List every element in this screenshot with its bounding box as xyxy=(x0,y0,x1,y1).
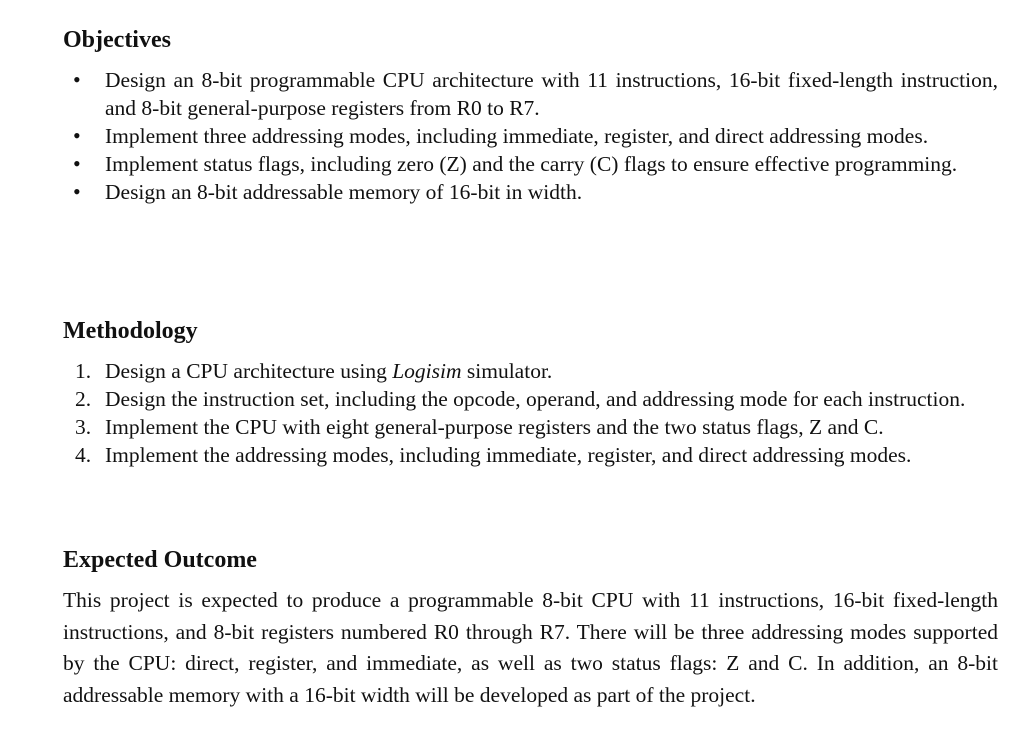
bullet-icon: • xyxy=(73,179,81,204)
step-number: 2. xyxy=(75,387,92,411)
bullet-icon: • xyxy=(73,67,81,92)
bullet-icon: • xyxy=(73,151,81,176)
list-item xyxy=(63,413,998,441)
objectives-section xyxy=(63,25,998,206)
bullet-icon: • xyxy=(73,123,81,148)
methodology-heading: Methodology xyxy=(63,318,198,344)
software-name: Logisim xyxy=(392,359,462,383)
list-item xyxy=(63,441,998,469)
expected-outcome-section xyxy=(63,545,998,711)
objective-text: Design an 8-bit addressable memory of 16-bit in width. xyxy=(105,180,583,204)
objectives-heading: Objectives xyxy=(63,27,171,53)
step-number: 4. xyxy=(75,443,92,467)
methodology-section xyxy=(63,316,998,469)
expected-outcome-heading: Expected Outcome xyxy=(63,547,257,573)
list-item xyxy=(63,385,998,413)
objective-text: Design an 8-bit programmable CPU architecture with 11 instructions, 16-bit fixed-length instruction, and 8-bit general-purpose registers from R0 to R7. xyxy=(105,68,998,120)
list-item xyxy=(63,150,998,178)
list-item xyxy=(63,66,998,122)
step-number: 3. xyxy=(75,415,92,439)
list-item xyxy=(63,178,998,206)
step-number: 1. xyxy=(75,359,92,383)
objectives-list xyxy=(63,66,998,206)
step-text: Implement the addressing modes, including immediate, register, and direct addressing modes. xyxy=(105,443,912,467)
list-item xyxy=(63,357,998,385)
step-text: Implement the CPU with eight general-purpose registers and the two status flags, Z and C. xyxy=(105,415,884,439)
step-text: Design a CPU architecture using xyxy=(105,359,393,383)
step-text: Design the instruction set, including the opcode, operand, and addressing mode for each instruction. xyxy=(105,387,966,411)
objective-text: Implement three addressing modes, including immediate, register, and direct addressing modes. xyxy=(105,124,929,148)
expected-outcome-paragraph: This project is expected to produce a programmable 8-bit CPU with 11 instructions, 16-bit fixed-length instructions, and 8-bit registers numbered R0 through R7. There will be three addressing modes supported by the CPU: direct, register, and immediate, as well as two status flags: Z and C. In addition, an 8-bit addressable memory with a 16-bit width will be developed as part of the project. xyxy=(63,588,998,707)
methodology-list xyxy=(63,357,998,469)
step-text-end: simulator. xyxy=(461,359,553,383)
list-item xyxy=(63,122,998,150)
objective-text: Implement status flags, including zero (Z) and the carry (C) flags to ensure effective programming. xyxy=(105,152,958,176)
